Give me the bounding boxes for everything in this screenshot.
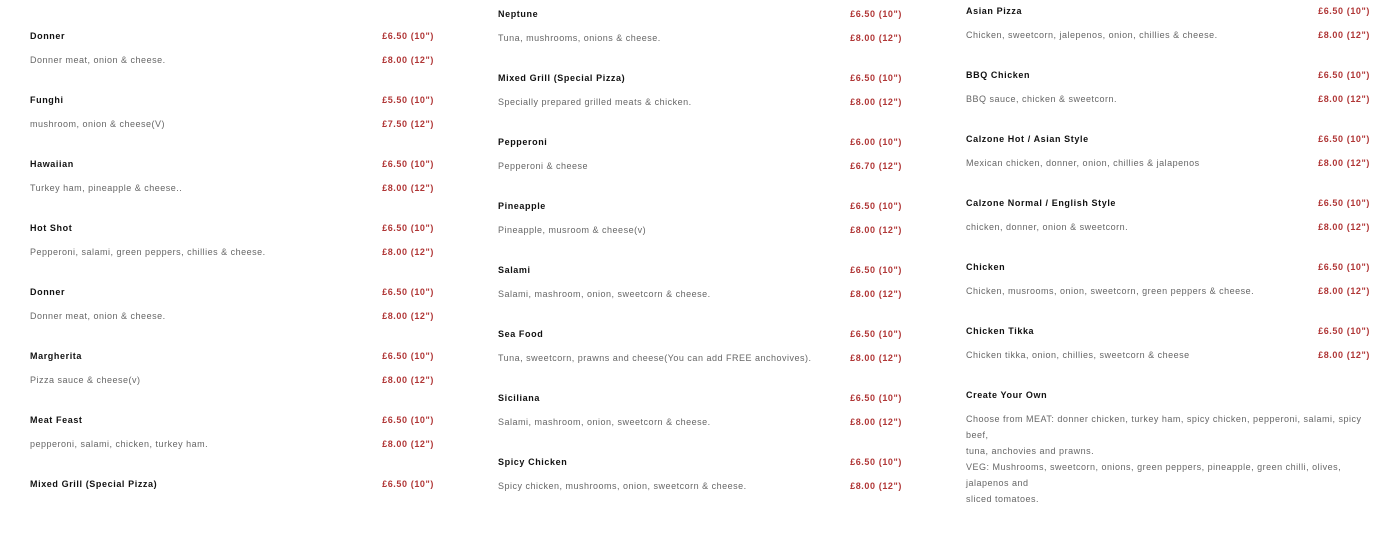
menu-item: [30, 408, 434, 472]
price-12-inch: £8.00 (12"): [850, 481, 902, 491]
item-name: Donner: [30, 287, 66, 297]
price-12-inch: £8.00 (12"): [850, 97, 902, 107]
price-12-inch: £8.00 (12"): [850, 289, 902, 299]
price-10-inch: £6.50 (10"): [1318, 70, 1370, 80]
price-10-inch: £6.50 (10"): [850, 457, 902, 467]
price-10-inch: £6.50 (10"): [1318, 262, 1370, 272]
item-name: Chicken: [966, 262, 1006, 272]
price-10-inch: £6.50 (10"): [850, 9, 902, 19]
menu-item: [498, 66, 902, 130]
price-10-inch: £6.50 (10"): [1318, 6, 1370, 16]
item-desc-line: tuna, anchovies and prawns.: [966, 446, 1095, 456]
item-name: Pepperoni: [498, 137, 548, 147]
item-name: Meat Feast: [30, 415, 83, 425]
price-12-inch: £8.00 (12"): [382, 375, 434, 385]
price-10-inch: £6.50 (10"): [850, 265, 902, 275]
price-12-inch: £8.00 (12"): [850, 417, 902, 427]
price-10-inch: £6.50 (10"): [850, 73, 902, 83]
item-desc: Chicken, sweetcorn, jalepenos, onion, chillies & cheese.: [966, 30, 1218, 40]
item-name: Hawaiian: [30, 159, 74, 169]
menu-item: [966, 63, 1370, 127]
item-name: Funghi: [30, 95, 64, 105]
item-name: Siciliana: [498, 393, 540, 403]
item-desc: chicken, donner, onion & sweetcorn.: [966, 222, 1129, 232]
menu-column-1: [30, 24, 434, 536]
menu-item: [498, 386, 902, 450]
menu-item: [498, 194, 902, 258]
item-desc: Chicken, musrooms, onion, sweetcorn, green peppers & cheese.: [966, 286, 1255, 296]
price-12-inch: £6.70 (12"): [850, 161, 902, 171]
menu-item: [498, 258, 902, 322]
menu-item: [966, 255, 1370, 319]
price-10-inch: £6.50 (10"): [382, 287, 434, 297]
price-10-inch: £6.50 (10"): [382, 31, 434, 41]
menu-item: [498, 2, 902, 66]
item-name: Hot Shot: [30, 223, 73, 233]
item-desc-line: Choose from MEAT: donner chicken, turkey ham, spicy chicken, pepperoni, salami, spicy beef,: [966, 414, 1362, 440]
menu-item: [30, 280, 434, 344]
price-12-inch: £8.00 (12"): [382, 311, 434, 321]
menu-item: [30, 472, 434, 536]
item-desc: mushroom, onion & cheese(V): [30, 119, 166, 129]
price-10-inch: £6.50 (10"): [382, 159, 434, 169]
item-name: Chicken Tikka: [966, 326, 1035, 336]
price-10-inch: £6.50 (10"): [1318, 198, 1370, 208]
item-name: Calzone Hot / Asian Style: [966, 134, 1089, 144]
price-10-inch: £6.50 (10"): [850, 329, 902, 339]
menu-item: [498, 322, 902, 386]
price-12-inch: £8.00 (12"): [850, 225, 902, 235]
item-desc: Salami, mashroom, onion, sweetcorn & cheese.: [498, 417, 711, 427]
item-name: Pineapple: [498, 201, 546, 211]
price-12-inch: £8.00 (12"): [850, 33, 902, 43]
item-name: Margherita: [30, 351, 83, 361]
menu-item: [30, 24, 434, 88]
item-desc: Specially prepared grilled meats & chicken.: [498, 97, 692, 107]
price-10-inch: £6.50 (10"): [382, 223, 434, 233]
price-12-inch: £8.00 (12"): [850, 353, 902, 363]
price-12-inch: £8.00 (12"): [382, 439, 434, 449]
item-desc: Turkey ham, pineapple & cheese..: [30, 183, 183, 193]
price-12-inch: £8.00 (12"): [1318, 30, 1370, 40]
menu-item: [498, 130, 902, 194]
price-12-inch: £8.00 (12"): [1318, 286, 1370, 296]
item-desc: Pepperoni & cheese: [498, 161, 589, 171]
menu-item: [30, 344, 434, 408]
item-name: Mixed Grill (Special Pizza): [498, 73, 626, 83]
price-10-inch: £6.50 (10"): [382, 415, 434, 425]
item-name: Create Your Own: [966, 390, 1048, 400]
item-desc-line: sliced tomatoes.: [966, 494, 1040, 504]
item-desc: Salami, mashroom, onion, sweetcorn & cheese.: [498, 289, 711, 299]
item-desc: Chicken tikka, onion, chillies, sweetcorn & cheese: [966, 350, 1190, 360]
item-name: Calzone Normal / English Style: [966, 198, 1117, 208]
item-name: BBQ Chicken: [966, 70, 1031, 80]
price-10-inch: £6.50 (10"): [850, 393, 902, 403]
menu-item: [966, 0, 1370, 63]
price-12-inch: £8.00 (12"): [1318, 222, 1370, 232]
item-desc: Pepperoni, salami, green peppers, chillies & cheese.: [30, 247, 266, 257]
item-desc-line: VEG: Mushrooms, sweetcorn, onions, green peppers, pineapple, green chilli, olives, jalapenos and: [966, 462, 1342, 488]
item-name: Neptune: [498, 9, 539, 19]
price-10-inch: £6.50 (10"): [850, 201, 902, 211]
price-12-inch: £7.50 (12"): [382, 119, 434, 129]
menu-item: [30, 152, 434, 216]
item-desc: Tuna, sweetcorn, prawns and cheese(You can add FREE anchovives).: [498, 353, 812, 363]
item-desc: BBQ sauce, chicken & sweetcorn.: [966, 94, 1118, 104]
item-desc: Donner meat, onion & cheese.: [30, 55, 166, 65]
price-12-inch: £8.00 (12"): [1318, 158, 1370, 168]
price-10-inch: £6.00 (10"): [850, 137, 902, 147]
price-10-inch: £6.50 (10"): [1318, 326, 1370, 336]
item-desc: Donner meat, onion & cheese.: [30, 311, 166, 321]
item-name: Donner: [30, 31, 66, 41]
price-12-inch: £8.00 (12"): [382, 55, 434, 65]
menu-item: [498, 450, 902, 514]
menu-item: [30, 216, 434, 280]
item-desc: Spicy chicken, mushrooms, onion, sweetcorn & cheese.: [498, 481, 747, 491]
menu-item: [966, 319, 1370, 383]
price-12-inch: £8.00 (12"): [382, 183, 434, 193]
menu-item: [30, 88, 434, 152]
item-desc: Pineapple, musroom & cheese(v): [498, 225, 647, 235]
item-name: Asian Pizza: [966, 6, 1023, 16]
item-name: Mixed Grill (Special Pizza): [30, 479, 158, 489]
price-12-inch: £8.00 (12"): [1318, 350, 1370, 360]
price-12-inch: £8.00 (12"): [1318, 94, 1370, 104]
item-desc: Mexican chicken, donner, onion, chillies & jalapenos: [966, 158, 1200, 168]
menu-column-3: [966, 0, 1370, 507]
item-name: Salami: [498, 265, 531, 275]
item-desc: Tuna, mushrooms, onions & cheese.: [498, 33, 661, 43]
menu-item: [966, 191, 1370, 255]
price-10-inch: £6.50 (10"): [382, 479, 434, 489]
item-name: Sea Food: [498, 329, 544, 339]
price-10-inch: £6.50 (10"): [382, 351, 434, 361]
item-name: Spicy Chicken: [498, 457, 568, 467]
create-your-own: [966, 383, 1370, 507]
item-desc: pepperoni, salami, chicken, turkey ham.: [30, 439, 209, 449]
menu-column-2: [498, 2, 902, 514]
price-10-inch: £6.50 (10"): [1318, 134, 1370, 144]
menu-item: [966, 127, 1370, 191]
price-10-inch: £5.50 (10"): [382, 95, 434, 105]
price-12-inch: £8.00 (12"): [382, 247, 434, 257]
item-desc: Pizza sauce & cheese(v): [30, 375, 141, 385]
